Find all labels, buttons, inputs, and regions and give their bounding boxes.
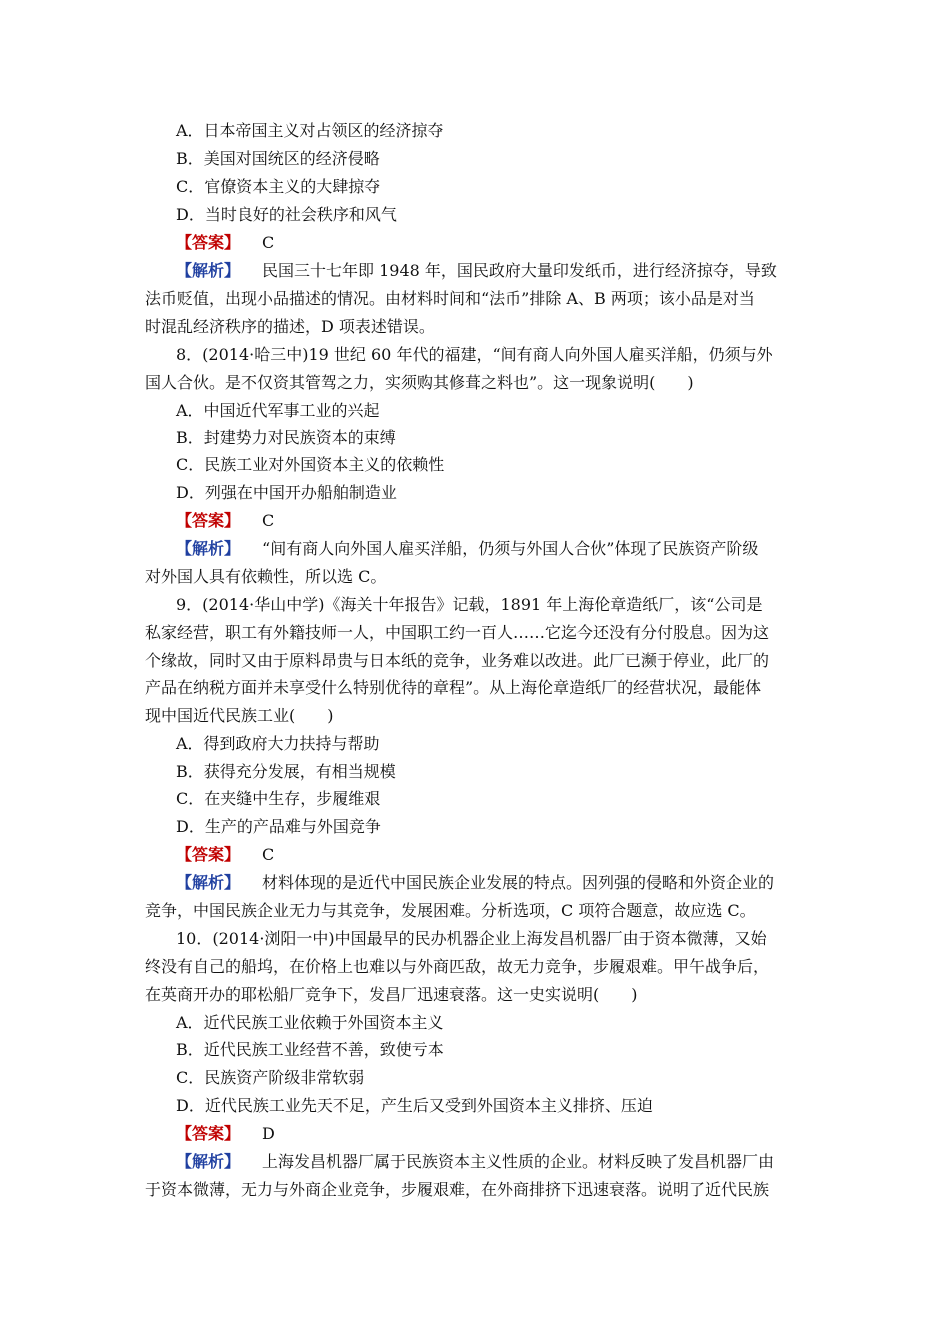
q10-stem-line-3: 在英商开办的耶松船厂竞争下，发昌厂迅速衰落。这一史实说明( )	[145, 985, 638, 1004]
q8-answer-line	[176, 511, 846, 531]
q10-analysis-line-2: 于资本微薄，无力与外商企业竞争，步履艰难，在外商排挤下迅速衰落。说明了近代民族	[145, 1180, 770, 1199]
q9-option-c: C．在夹缝中生存，步履维艰	[176, 789, 381, 808]
q8-analysis-line-2: 对外国人具有依赖性，所以选 C。	[145, 567, 387, 586]
q7-analysis-line-3: 时混乱经济秩序的描述，D 项表述错误。	[145, 317, 435, 336]
q7-analysis-text: 民国三十七年即 1948 年，国民政府大量印发纸币，进行经济掠夺，导致	[262, 261, 777, 280]
q9-option-b: B．获得充分发展，有相当规模	[176, 762, 396, 781]
q7-option-a: A．日本帝国主义对占领区的经济掠夺	[176, 121, 444, 140]
q9-option-a: A．得到政府大力扶持与帮助	[176, 734, 380, 753]
q8-option-d: D．列强在中国开办船舶制造业	[176, 483, 397, 502]
q8-stem-line-2: 国人合伙。是不仅资其管驾之力，实须购其修葺之料也”。这一现象说明( )	[145, 373, 694, 392]
q10-stem-line-2: 终没有自己的船坞，在价格上也难以与外商匹敌，故无力竞争，步履艰难。甲午战争后，	[145, 957, 770, 976]
q8-option-b: B．封建势力对民族资本的束缚	[176, 428, 396, 447]
q8-analysis-text: “间有商人向外国人雇买洋船，仍须与外国人合伙”体现了民族资产阶级	[262, 539, 759, 558]
q7-answer: C	[262, 233, 275, 252]
answer-tag: 【答案】	[176, 845, 241, 864]
q8-analysis-line-1	[176, 539, 846, 559]
q8-option-c: C．民族工业对外国资本主义的依赖性	[176, 455, 445, 474]
q9-analysis-text: 材料体现的是近代中国民族企业发展的特点。因列强的侵略和外资企业的	[262, 873, 775, 892]
q9-stem-line-3: 个缘故，同时又由于原料昂贵与日本纸的竞争，业务难以改进。此厂已濒于停业，此厂的	[145, 651, 770, 670]
q9-stem-line-2: 私家经营，职工有外籍技师一人，中国职工约一百人……它迄今还没有分付股息。因为这	[145, 623, 770, 642]
analysis-tag: 【解析】	[176, 873, 241, 892]
q9-stem-line-4: 产品在纳税方面并未享受什么特别优待的章程”。从上海伦章造纸厂的经营状况，最能体	[145, 678, 762, 697]
q7-option-c: C．官僚资本主义的大肆掠夺	[176, 177, 381, 196]
q10-option-d: D．近代民族工业先天不足，产生后又受到外国资本主义排挤、压迫	[176, 1096, 653, 1115]
q10-option-b: B．近代民族工业经营不善，致使亏本	[176, 1040, 444, 1059]
q8-stem-line-1: 8．(2014·哈三中)19 世纪 60 年代的福建，“间有商人向外国人雇买洋船，仍须与外	[176, 345, 773, 364]
q7-answer-line	[176, 233, 846, 253]
q10-option-c: C．民族资产阶级非常软弱	[176, 1068, 365, 1087]
q10-analysis-text: 上海发昌机器厂属于民族资本主义性质的企业。材料反映了发昌机器厂由	[262, 1152, 775, 1171]
analysis-tag: 【解析】	[176, 1152, 241, 1171]
q7-option-b: B．美国对国统区的经济侵略	[176, 149, 380, 168]
q7-analysis-line-2: 法币贬值，出现小品描述的情况。由材料时间和“法币”排除 A、B 两项；该小品是对当	[145, 289, 755, 308]
q7-option-d: D．当时良好的社会秩序和风气	[176, 205, 397, 224]
q9-answer-line	[176, 845, 846, 865]
q9-stem-line-1: 9．(2014·华山中学)《海关十年报告》记载，1891 年上海伦章造纸厂，该“公司是	[176, 595, 763, 614]
analysis-tag: 【解析】	[176, 539, 241, 558]
answer-tag: 【答案】	[176, 1124, 241, 1143]
q9-answer: C	[262, 845, 275, 864]
q8-option-a: A．中国近代军事工业的兴起	[176, 401, 380, 420]
q9-analysis-line-1	[176, 873, 846, 893]
q10-option-a: A．近代民族工业依赖于外国资本主义	[176, 1013, 444, 1032]
q9-option-d: D．生产的产品难与外国竞争	[176, 817, 381, 836]
q10-answer-line	[176, 1124, 846, 1144]
q9-stem-line-5: 现中国近代民族工业( )	[145, 706, 334, 725]
q9-analysis-line-2: 竞争，中国民族企业无力与其竞争，发展困难。分析选项，C 项符合题意，故应选 C。	[145, 901, 756, 920]
q10-analysis-line-1	[176, 1152, 846, 1172]
q10-stem-line-1: 10．(2014·浏阳一中)中国最早的民办机器企业上海发昌机器厂由于资本微薄，又始	[176, 929, 767, 948]
q8-answer: C	[262, 511, 275, 530]
analysis-tag: 【解析】	[176, 261, 241, 280]
q7-analysis-line-1	[176, 261, 846, 281]
q10-answer: D	[262, 1124, 275, 1143]
answer-tag: 【答案】	[176, 233, 241, 252]
answer-tag: 【答案】	[176, 511, 241, 530]
